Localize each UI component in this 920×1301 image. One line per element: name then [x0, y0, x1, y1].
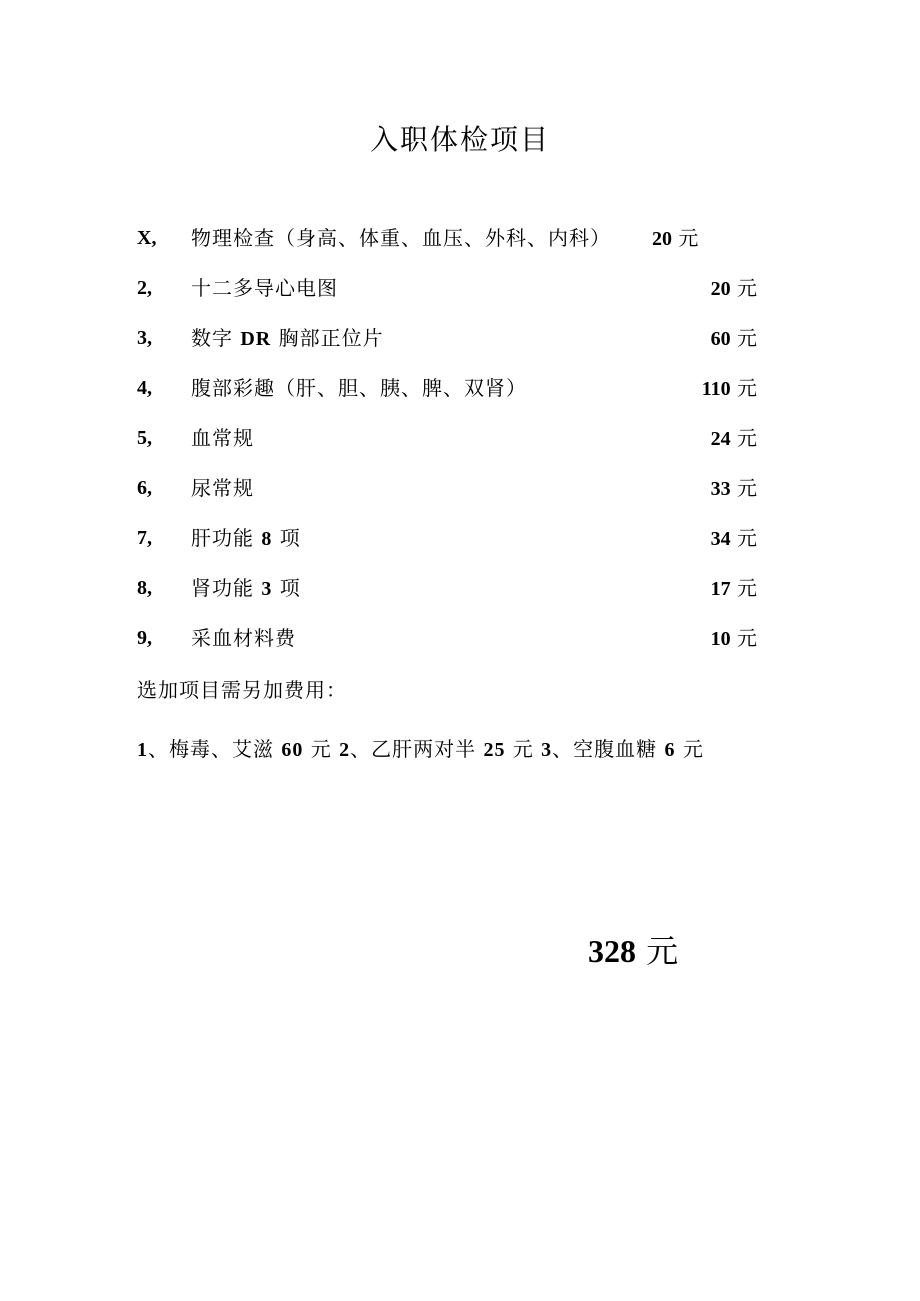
item-name-part: 数字 [191, 326, 241, 350]
total-unit: 元 [636, 932, 679, 970]
item-price [711, 622, 757, 655]
item-unit: 元 [737, 576, 757, 600]
item-number: 2, [137, 277, 152, 299]
item-amount: 110 [701, 378, 731, 400]
item-number: 7, [137, 527, 152, 549]
total-amount: 328 [588, 933, 636, 969]
list-item [137, 222, 757, 272]
item-amount: 20 [652, 228, 672, 250]
item-price [711, 472, 757, 505]
item-name: 采血材料费 [191, 626, 296, 650]
optional-item-amount: 60 [281, 739, 304, 761]
optional-item-unit: 元 [303, 737, 340, 761]
item-price [711, 522, 757, 555]
list-item [137, 272, 757, 322]
optional-item-unit: 元 [505, 737, 542, 761]
item-amount: 24 [710, 428, 731, 450]
item-unit: 元 [737, 526, 757, 550]
optional-item-amount: 25 [483, 739, 506, 761]
item-name-part: 8 [261, 528, 273, 550]
list-item [137, 572, 757, 622]
item-name: 尿常规 [191, 476, 254, 500]
item-amount: 60 [710, 328, 731, 350]
optional-item-separator: 、 [148, 737, 169, 761]
item-price [711, 322, 757, 355]
item-unit: 元 [737, 626, 757, 650]
item-name-part: 胸部正位片 [271, 326, 384, 350]
item-number: 5, [137, 427, 152, 449]
optional-items-line [137, 724, 717, 775]
item-name-part: 项 [272, 576, 301, 600]
item-name [191, 322, 384, 355]
optional-item-text: 梅毒、艾滋 [169, 737, 282, 761]
item-name-part: 肾功能 [191, 576, 262, 600]
optional-item-text: 乙肝两对半 [371, 737, 484, 761]
optional-items-heading: 选加项目需另加费用： [137, 678, 347, 702]
total-price [588, 926, 678, 972]
item-price [711, 272, 757, 305]
item-amount: 20 [710, 278, 731, 300]
optional-item-number: 2 [339, 739, 351, 761]
item-name-part: DR [240, 328, 272, 350]
item-price [702, 372, 757, 405]
optional-item-separator: 、 [552, 737, 574, 761]
item-amount: 10 [710, 628, 731, 650]
item-name-part: 3 [261, 578, 273, 600]
item-unit: 元 [737, 476, 757, 500]
item-price [711, 422, 757, 455]
item-name: 血常规 [191, 426, 254, 450]
item-name: 物理检查（身高、体重、血压、外科、内科） [191, 226, 611, 250]
optional-item-number: 3 [541, 739, 553, 761]
item-unit: 元 [737, 326, 757, 350]
item-number: X, [137, 227, 157, 249]
item-price [711, 572, 757, 605]
item-price [652, 222, 698, 255]
optional-item-number: 1 [137, 739, 148, 761]
list-item [137, 622, 757, 672]
item-name: 腹部彩趣（肝、胆、胰、脾、双肾） [191, 376, 527, 400]
item-unit: 元 [678, 226, 699, 250]
list-item [137, 422, 757, 472]
optional-item-unit: 元 [675, 737, 704, 761]
item-number: 6, [137, 477, 152, 499]
exam-item-list [137, 222, 757, 672]
item-number: 4, [137, 377, 152, 399]
item-name [191, 572, 301, 605]
item-amount: 33 [710, 478, 731, 500]
item-unit: 元 [737, 426, 757, 450]
item-name: 十二多导心电图 [191, 276, 338, 300]
optional-item-text: 空腹血糖 [573, 737, 665, 761]
optional-item-separator: 、 [350, 737, 372, 761]
item-unit: 元 [737, 276, 757, 300]
list-item [137, 472, 757, 522]
item-amount: 17 [710, 578, 731, 600]
item-name-part: 肝功能 [191, 526, 262, 550]
list-item [137, 322, 757, 372]
item-amount: 34 [710, 528, 731, 550]
optional-item-amount: 6 [664, 739, 676, 761]
list-item [137, 522, 757, 572]
item-number: 3, [137, 327, 152, 349]
item-number: 9, [137, 627, 152, 649]
item-name-part: 项 [272, 526, 301, 550]
page-title: 入职体检项目 [369, 123, 550, 156]
item-name [191, 522, 301, 555]
list-item [137, 372, 757, 422]
item-unit: 元 [737, 376, 757, 400]
item-number: 8, [137, 577, 152, 599]
